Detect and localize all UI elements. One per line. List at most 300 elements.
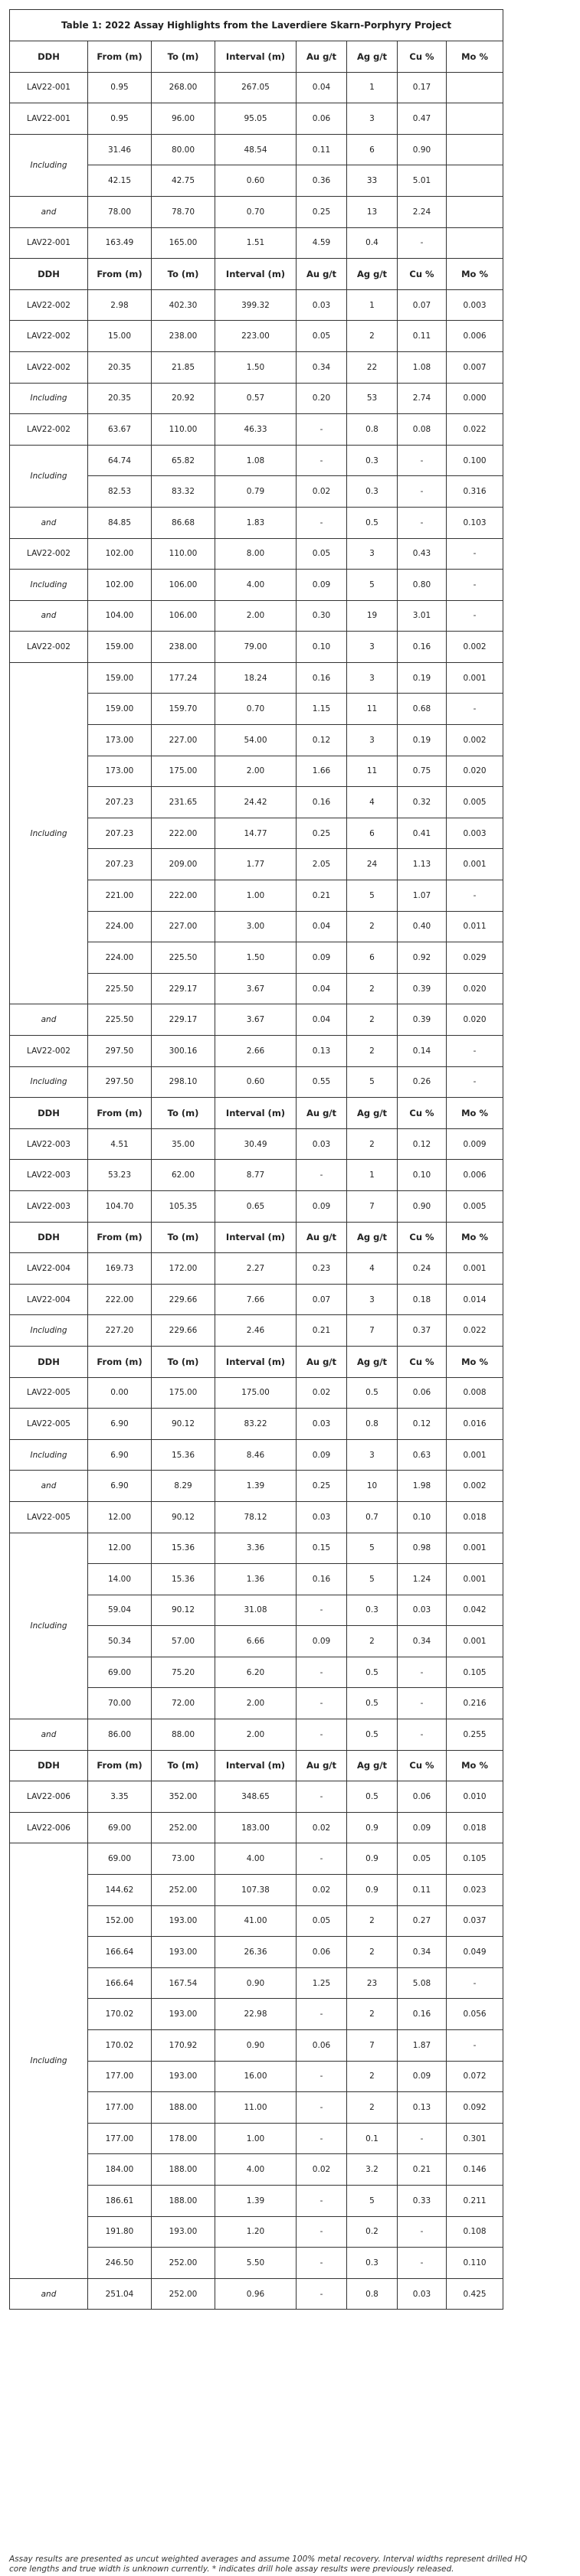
cu-cell: 0.09 bbox=[398, 1812, 447, 1843]
ag-cell: 0.9 bbox=[347, 1843, 398, 1875]
cu-cell: 0.47 bbox=[398, 103, 447, 135]
interval-cell: 348.65 bbox=[215, 1781, 297, 1813]
interval-cell: 0.57 bbox=[215, 383, 297, 414]
ag-cell: 0.4 bbox=[347, 227, 398, 259]
mo-cell: 0.009 bbox=[447, 1128, 503, 1160]
ag-cell: 0.8 bbox=[347, 414, 398, 446]
ag-cell: 7 bbox=[347, 2030, 398, 2062]
cu-cell: 0.10 bbox=[398, 1160, 447, 1191]
interval-cell: 1.39 bbox=[215, 2185, 297, 2216]
interval-cell: 46.33 bbox=[215, 414, 297, 446]
au-cell: - bbox=[297, 1657, 347, 1688]
column-header: From (m) bbox=[88, 1346, 152, 1377]
au-cell: 0.12 bbox=[297, 725, 347, 756]
ag-cell: 5 bbox=[347, 1066, 398, 1098]
to-cell: 110.00 bbox=[152, 414, 215, 446]
to-cell: 73.00 bbox=[152, 1843, 215, 1875]
interval-cell: 14.77 bbox=[215, 818, 297, 849]
cu-cell: 0.26 bbox=[398, 1066, 447, 1098]
mo-cell: 0.001 bbox=[447, 849, 503, 880]
ag-cell: 2 bbox=[347, 1937, 398, 1968]
from-cell: 297.50 bbox=[88, 1066, 152, 1098]
au-cell: - bbox=[297, 1781, 347, 1813]
mo-cell: 0.002 bbox=[447, 1471, 503, 1502]
cu-cell: 0.12 bbox=[398, 1409, 447, 1440]
cu-cell: 0.06 bbox=[398, 1377, 447, 1409]
interval-cell: 0.70 bbox=[215, 694, 297, 725]
interval-cell: 1.51 bbox=[215, 227, 297, 259]
au-cell: 0.25 bbox=[297, 196, 347, 227]
to-cell: 65.82 bbox=[152, 445, 215, 476]
au-cell: - bbox=[297, 2248, 347, 2279]
column-header: Ag g/t bbox=[347, 1346, 398, 1377]
mo-cell: 0.002 bbox=[447, 632, 503, 663]
header-row bbox=[10, 1750, 503, 1781]
interval-cell: 183.00 bbox=[215, 1812, 297, 1843]
cu-cell: 0.41 bbox=[398, 818, 447, 849]
au-cell: 0.05 bbox=[297, 1905, 347, 1937]
au-cell: 0.02 bbox=[297, 2154, 347, 2186]
table-row bbox=[10, 1439, 503, 1471]
cu-cell: - bbox=[398, 227, 447, 259]
to-cell: 170.92 bbox=[152, 2030, 215, 2062]
to-cell: 225.50 bbox=[152, 942, 215, 974]
interval-cell: 48.54 bbox=[215, 134, 297, 165]
interval-cell: 1.50 bbox=[215, 942, 297, 974]
mo-cell: 0.072 bbox=[447, 2061, 503, 2092]
au-cell: 0.04 bbox=[297, 911, 347, 942]
column-header: Au g/t bbox=[297, 1750, 347, 1781]
cu-cell: - bbox=[398, 1688, 447, 1719]
from-cell: 177.00 bbox=[88, 2061, 152, 2092]
table-title: Table 1: 2022 Assay Highlights from the Laverdiere Skarn-Porphyry Project bbox=[10, 10, 503, 41]
column-header: Cu % bbox=[398, 259, 447, 290]
ag-cell: 22 bbox=[347, 351, 398, 383]
mo-cell: 0.005 bbox=[447, 787, 503, 818]
interval-cell: 7.66 bbox=[215, 1284, 297, 1315]
from-cell: 225.50 bbox=[88, 1004, 152, 1036]
from-cell: 70.00 bbox=[88, 1688, 152, 1719]
from-cell: 59.04 bbox=[88, 1595, 152, 1626]
to-cell: 96.00 bbox=[152, 103, 215, 135]
to-cell: 167.54 bbox=[152, 1967, 215, 1999]
cu-cell: 0.63 bbox=[398, 1439, 447, 1471]
column-header: Interval (m) bbox=[215, 1346, 297, 1377]
to-cell: 62.00 bbox=[152, 1160, 215, 1191]
ag-cell: 5 bbox=[347, 2185, 398, 2216]
mo-cell: 0.216 bbox=[447, 1688, 503, 1719]
table-row bbox=[10, 538, 503, 570]
interval-cell: 2.00 bbox=[215, 600, 297, 632]
from-cell: 173.00 bbox=[88, 756, 152, 787]
au-cell: 0.03 bbox=[297, 289, 347, 321]
ag-cell: 0.8 bbox=[347, 2278, 398, 2310]
interval-cell: 79.00 bbox=[215, 632, 297, 663]
column-header: Mo % bbox=[447, 1750, 503, 1781]
au-cell: 0.07 bbox=[297, 1284, 347, 1315]
column-header: Ag g/t bbox=[347, 41, 398, 73]
au-cell: 0.34 bbox=[297, 351, 347, 383]
interval-cell: 0.79 bbox=[215, 476, 297, 508]
au-cell: 0.09 bbox=[297, 942, 347, 974]
mo-cell: 0.010 bbox=[447, 1781, 503, 1813]
to-cell: 177.24 bbox=[152, 662, 215, 694]
ddh-cell: LAV22-004 bbox=[10, 1253, 88, 1285]
au-cell: - bbox=[297, 1843, 347, 1875]
interval-cell: 3.00 bbox=[215, 911, 297, 942]
interval-cell: 78.12 bbox=[215, 1501, 297, 1533]
from-cell: 20.35 bbox=[88, 351, 152, 383]
interval-cell: 6.66 bbox=[215, 1626, 297, 1657]
to-cell: 252.00 bbox=[152, 1875, 215, 1906]
ddh-cell: and bbox=[10, 2278, 88, 2310]
from-cell: 82.53 bbox=[88, 476, 152, 508]
mo-cell: 0.110 bbox=[447, 2248, 503, 2279]
table-row bbox=[10, 1128, 503, 1160]
from-cell: 0.95 bbox=[88, 72, 152, 103]
interval-cell: 0.65 bbox=[215, 1190, 297, 1222]
cu-cell: 0.05 bbox=[398, 1843, 447, 1875]
column-header: Interval (m) bbox=[215, 1222, 297, 1253]
interval-cell: 107.38 bbox=[215, 1875, 297, 1906]
mo-cell: 0.105 bbox=[447, 1657, 503, 1688]
cu-cell: - bbox=[398, 1719, 447, 1751]
header-row bbox=[10, 259, 503, 290]
ag-cell: 11 bbox=[347, 694, 398, 725]
ddh-cell: Including bbox=[10, 445, 88, 507]
interval-cell: 6.20 bbox=[215, 1657, 297, 1688]
cu-cell: 1.13 bbox=[398, 849, 447, 880]
from-cell: 166.64 bbox=[88, 1937, 152, 1968]
ag-cell: 2 bbox=[347, 1999, 398, 2030]
au-cell: 0.05 bbox=[297, 321, 347, 352]
from-cell: 14.00 bbox=[88, 1564, 152, 1595]
ag-cell: 24 bbox=[347, 849, 398, 880]
ddh-cell: LAV22-002 bbox=[10, 321, 88, 352]
au-cell: 0.23 bbox=[297, 1253, 347, 1285]
header-row bbox=[10, 1098, 503, 1129]
to-cell: 209.00 bbox=[152, 849, 215, 880]
ag-cell: 3 bbox=[347, 1439, 398, 1471]
ag-cell: 5 bbox=[347, 880, 398, 912]
ag-cell: 2 bbox=[347, 321, 398, 352]
au-cell: 1.15 bbox=[297, 694, 347, 725]
ag-cell: 2 bbox=[347, 2092, 398, 2124]
interval-cell: 31.08 bbox=[215, 1595, 297, 1626]
ag-cell: 5 bbox=[347, 570, 398, 601]
cu-cell: 0.19 bbox=[398, 725, 447, 756]
table-row bbox=[10, 1533, 503, 1564]
au-cell: - bbox=[297, 1160, 347, 1191]
table-row bbox=[10, 1471, 503, 1502]
column-header: Mo % bbox=[447, 1222, 503, 1253]
to-cell: 88.00 bbox=[152, 1719, 215, 1751]
ag-cell: 10 bbox=[347, 1471, 398, 1502]
cu-cell: 0.08 bbox=[398, 414, 447, 446]
to-cell: 238.00 bbox=[152, 632, 215, 663]
cu-cell: 0.43 bbox=[398, 538, 447, 570]
mo-cell: 0.056 bbox=[447, 1999, 503, 2030]
to-cell: 86.68 bbox=[152, 507, 215, 538]
column-header: Ag g/t bbox=[347, 259, 398, 290]
cu-cell: 0.80 bbox=[398, 570, 447, 601]
column-header: Cu % bbox=[398, 1750, 447, 1781]
ddh-cell: LAV22-003 bbox=[10, 1190, 88, 1222]
interval-cell: 8.00 bbox=[215, 538, 297, 570]
from-cell: 224.00 bbox=[88, 942, 152, 974]
au-cell: - bbox=[297, 1999, 347, 2030]
cu-cell: 0.12 bbox=[398, 1128, 447, 1160]
ddh-cell: Including bbox=[10, 1066, 88, 1098]
interval-cell: 3.67 bbox=[215, 1004, 297, 1036]
ddh-cell: LAV22-002 bbox=[10, 632, 88, 663]
to-cell: 222.00 bbox=[152, 818, 215, 849]
to-cell: 231.65 bbox=[152, 787, 215, 818]
from-cell: 191.80 bbox=[88, 2216, 152, 2248]
column-header: From (m) bbox=[88, 1222, 152, 1253]
cu-cell: 0.75 bbox=[398, 756, 447, 787]
to-cell: 229.17 bbox=[152, 1004, 215, 1036]
to-cell: 222.00 bbox=[152, 880, 215, 912]
to-cell: 193.00 bbox=[152, 1905, 215, 1937]
from-cell: 6.90 bbox=[88, 1409, 152, 1440]
au-cell: - bbox=[297, 2061, 347, 2092]
table-row bbox=[10, 445, 503, 476]
au-cell: 0.09 bbox=[297, 1439, 347, 1471]
to-cell: 193.00 bbox=[152, 1937, 215, 1968]
au-cell: 2.05 bbox=[297, 849, 347, 880]
from-cell: 207.23 bbox=[88, 787, 152, 818]
mo-cell: 0.042 bbox=[447, 1595, 503, 1626]
ddh-cell: LAV22-005 bbox=[10, 1377, 88, 1409]
cu-cell: - bbox=[398, 1657, 447, 1688]
column-header: Au g/t bbox=[297, 1098, 347, 1129]
table-row bbox=[10, 227, 503, 259]
ag-cell: 0.3 bbox=[347, 445, 398, 476]
mo-cell: 0.316 bbox=[447, 476, 503, 508]
mo-cell: 0.022 bbox=[447, 1315, 503, 1347]
to-cell: 268.00 bbox=[152, 72, 215, 103]
column-header: Interval (m) bbox=[215, 1098, 297, 1129]
interval-cell: 24.42 bbox=[215, 787, 297, 818]
ag-cell: 1 bbox=[347, 1160, 398, 1191]
interval-cell: 2.00 bbox=[215, 1688, 297, 1719]
cu-cell: 0.11 bbox=[398, 1875, 447, 1906]
ag-cell: 0.5 bbox=[347, 1688, 398, 1719]
column-header: Interval (m) bbox=[215, 41, 297, 73]
au-cell: 0.15 bbox=[297, 1533, 347, 1564]
table-row bbox=[10, 1843, 503, 1875]
au-cell: 0.04 bbox=[297, 973, 347, 1004]
cu-cell: 1.24 bbox=[398, 1564, 447, 1595]
from-cell: 159.00 bbox=[88, 694, 152, 725]
au-cell: 0.16 bbox=[297, 662, 347, 694]
header-row bbox=[10, 1346, 503, 1377]
au-cell: 0.30 bbox=[297, 600, 347, 632]
ag-cell: 0.3 bbox=[347, 1595, 398, 1626]
column-header: Au g/t bbox=[297, 1346, 347, 1377]
cu-cell: 0.16 bbox=[398, 1999, 447, 2030]
au-cell: 0.20 bbox=[297, 383, 347, 414]
mo-cell: 0.100 bbox=[447, 445, 503, 476]
mo-cell: 0.020 bbox=[447, 1004, 503, 1036]
cu-cell: - bbox=[398, 2248, 447, 2279]
table-row bbox=[10, 1409, 503, 1440]
mo-cell: 0.011 bbox=[447, 911, 503, 942]
to-cell: 110.00 bbox=[152, 538, 215, 570]
table-row bbox=[10, 134, 503, 165]
mo-cell: 0.008 bbox=[447, 1377, 503, 1409]
to-cell: 229.17 bbox=[152, 973, 215, 1004]
column-header: To (m) bbox=[152, 1750, 215, 1781]
ddh-cell: LAV22-002 bbox=[10, 414, 88, 446]
interval-cell: 0.70 bbox=[215, 196, 297, 227]
interval-cell: 41.00 bbox=[215, 1905, 297, 1937]
ag-cell: 2 bbox=[347, 1036, 398, 1067]
mo-cell: 0.049 bbox=[447, 1937, 503, 1968]
interval-cell: 1.39 bbox=[215, 1471, 297, 1502]
ag-cell: 3 bbox=[347, 538, 398, 570]
column-header: DDH bbox=[10, 1750, 88, 1781]
cu-cell: 0.37 bbox=[398, 1315, 447, 1347]
to-cell: 90.12 bbox=[152, 1595, 215, 1626]
column-header: Mo % bbox=[447, 41, 503, 73]
cu-cell: 0.03 bbox=[398, 1595, 447, 1626]
ddh-cell: LAV22-003 bbox=[10, 1160, 88, 1191]
mo-cell bbox=[447, 103, 503, 135]
ag-cell: 3 bbox=[347, 103, 398, 135]
column-header: Au g/t bbox=[297, 41, 347, 73]
cu-cell: 2.24 bbox=[398, 196, 447, 227]
au-cell: - bbox=[297, 2092, 347, 2124]
cu-cell: 0.34 bbox=[398, 1937, 447, 1968]
ag-cell: 2 bbox=[347, 1905, 398, 1937]
ag-cell: 2 bbox=[347, 1004, 398, 1036]
from-cell: 3.35 bbox=[88, 1781, 152, 1813]
to-cell: 227.00 bbox=[152, 911, 215, 942]
from-cell: 246.50 bbox=[88, 2248, 152, 2279]
cu-cell: 0.34 bbox=[398, 1626, 447, 1657]
cu-cell: 0.32 bbox=[398, 787, 447, 818]
from-cell: 15.00 bbox=[88, 321, 152, 352]
ddh-cell: and bbox=[10, 600, 88, 632]
au-cell: 1.66 bbox=[297, 756, 347, 787]
mo-cell: 0.001 bbox=[447, 662, 503, 694]
au-cell: - bbox=[297, 1688, 347, 1719]
mo-cell: 0.105 bbox=[447, 1843, 503, 1875]
from-cell: 159.00 bbox=[88, 662, 152, 694]
interval-cell: 1.36 bbox=[215, 1564, 297, 1595]
au-cell: 0.03 bbox=[297, 1128, 347, 1160]
ddh-cell: and bbox=[10, 1719, 88, 1751]
to-cell: 106.00 bbox=[152, 600, 215, 632]
interval-cell: 54.00 bbox=[215, 725, 297, 756]
from-cell: 84.85 bbox=[88, 507, 152, 538]
au-cell: 0.13 bbox=[297, 1036, 347, 1067]
interval-cell: 3.67 bbox=[215, 973, 297, 1004]
to-cell: 175.00 bbox=[152, 1377, 215, 1409]
from-cell: 0.00 bbox=[88, 1377, 152, 1409]
table-row bbox=[10, 289, 503, 321]
interval-cell: 95.05 bbox=[215, 103, 297, 135]
au-cell: 0.36 bbox=[297, 165, 347, 197]
cu-cell: - bbox=[398, 2216, 447, 2248]
interval-cell: 5.50 bbox=[215, 2248, 297, 2279]
mo-cell: 0.146 bbox=[447, 2154, 503, 2186]
mo-cell bbox=[447, 72, 503, 103]
ddh-cell: and bbox=[10, 1471, 88, 1502]
table-row bbox=[10, 632, 503, 663]
ag-cell: 5 bbox=[347, 1564, 398, 1595]
from-cell: 42.15 bbox=[88, 165, 152, 197]
ddh-cell: LAV22-001 bbox=[10, 227, 88, 259]
ag-cell: 2 bbox=[347, 2061, 398, 2092]
mo-cell: 0.001 bbox=[447, 1533, 503, 1564]
cu-cell: 0.33 bbox=[398, 2185, 447, 2216]
au-cell: 0.11 bbox=[297, 134, 347, 165]
cu-cell: 0.40 bbox=[398, 911, 447, 942]
from-cell: 69.00 bbox=[88, 1812, 152, 1843]
mo-cell: 0.001 bbox=[447, 1439, 503, 1471]
ag-cell: 0.9 bbox=[347, 1812, 398, 1843]
column-header: DDH bbox=[10, 1098, 88, 1129]
to-cell: 193.00 bbox=[152, 2061, 215, 2092]
cu-cell: 0.09 bbox=[398, 2061, 447, 2092]
from-cell: 4.51 bbox=[88, 1128, 152, 1160]
au-cell: - bbox=[297, 2278, 347, 2310]
mo-cell: 0.020 bbox=[447, 756, 503, 787]
header-row bbox=[10, 1222, 503, 1253]
column-header: To (m) bbox=[152, 259, 215, 290]
cu-cell: 0.39 bbox=[398, 973, 447, 1004]
from-cell: 177.00 bbox=[88, 2123, 152, 2154]
to-cell: 159.70 bbox=[152, 694, 215, 725]
ag-cell: 6 bbox=[347, 942, 398, 974]
ag-cell: 23 bbox=[347, 1967, 398, 1999]
from-cell: 2.98 bbox=[88, 289, 152, 321]
cu-cell: - bbox=[398, 2123, 447, 2154]
table-row bbox=[10, 1066, 503, 1098]
mo-cell: 0.301 bbox=[447, 2123, 503, 2154]
ag-cell: 3 bbox=[347, 632, 398, 663]
cu-cell: 1.07 bbox=[398, 880, 447, 912]
mo-cell: 0.255 bbox=[447, 1719, 503, 1751]
to-cell: 105.35 bbox=[152, 1190, 215, 1222]
mo-cell bbox=[447, 134, 503, 165]
interval-cell: 1.83 bbox=[215, 507, 297, 538]
ddh-cell: Including bbox=[10, 1315, 88, 1347]
cu-cell: - bbox=[398, 507, 447, 538]
interval-cell: 4.00 bbox=[215, 1843, 297, 1875]
mo-cell: 0.029 bbox=[447, 942, 503, 974]
au-cell: 0.21 bbox=[297, 880, 347, 912]
mo-cell: 0.018 bbox=[447, 1501, 503, 1533]
mo-cell: - bbox=[447, 880, 503, 912]
mo-cell bbox=[447, 196, 503, 227]
cu-cell: 0.13 bbox=[398, 2092, 447, 2124]
cu-cell: 2.74 bbox=[398, 383, 447, 414]
ag-cell: 11 bbox=[347, 756, 398, 787]
interval-cell: 26.36 bbox=[215, 1937, 297, 1968]
table-row bbox=[10, 383, 503, 414]
interval-cell: 1.50 bbox=[215, 351, 297, 383]
to-cell: 90.12 bbox=[152, 1501, 215, 1533]
cu-cell: 0.14 bbox=[398, 1036, 447, 1067]
to-cell: 20.92 bbox=[152, 383, 215, 414]
to-cell: 193.00 bbox=[152, 2216, 215, 2248]
to-cell: 252.00 bbox=[152, 1812, 215, 1843]
from-cell: 104.00 bbox=[88, 600, 152, 632]
